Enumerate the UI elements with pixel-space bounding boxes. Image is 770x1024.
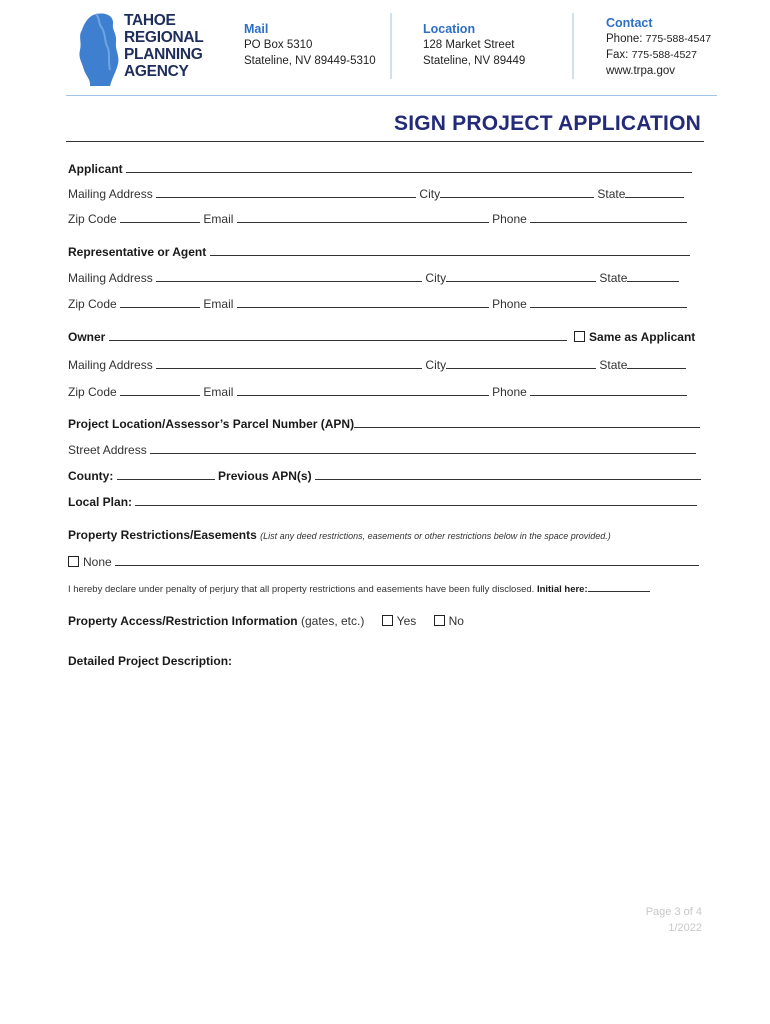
apn-field[interactable] — [354, 416, 700, 428]
local-plan-label: Local Plan: — [68, 495, 133, 509]
agency-logo — [76, 12, 124, 88]
page-title: SIGN PROJECT APPLICATION — [394, 112, 701, 135]
street-address-label: Street Address — [68, 443, 147, 457]
owner-label: Owner — [68, 330, 106, 344]
representative-contact-row — [68, 296, 687, 311]
city-label: City — [425, 358, 447, 372]
no-label: No — [448, 614, 464, 628]
header-rule — [66, 95, 717, 96]
description-label: Detailed Project Description: — [68, 654, 233, 668]
state-label: State — [599, 271, 628, 285]
location-line-1: 128 Market Street — [423, 39, 515, 51]
email-field[interactable] — [237, 384, 489, 396]
city-field[interactable] — [440, 186, 594, 198]
restrictions-note: (List any deed restrictions, easements or other restrictions below in the space provided.) — [260, 531, 611, 541]
local-plan-field[interactable] — [135, 494, 697, 506]
initial-here-label: Initial here: — [536, 584, 588, 595]
representative-row — [68, 244, 690, 259]
city-field[interactable] — [446, 357, 596, 369]
zip-code-field[interactable] — [120, 211, 200, 223]
mail-block — [244, 21, 376, 69]
website-link[interactable]: www.trpa.gov — [606, 65, 676, 77]
mailing-address-field[interactable] — [156, 357, 422, 369]
phone-label: Phone: — [606, 33, 643, 45]
title-rule — [66, 141, 704, 142]
org-line: PLANNING — [124, 46, 203, 63]
mailing-address-field[interactable] — [156, 270, 422, 282]
restrictions-label: Property Restrictions/Easements — [68, 528, 257, 542]
org-line: TAHOE — [124, 12, 176, 29]
org-line: REGIONAL — [124, 29, 204, 46]
zip-code-label: Zip Code — [68, 212, 117, 226]
yes-label: Yes — [396, 614, 417, 628]
project-location-row — [68, 416, 700, 431]
email-label: Email — [203, 212, 234, 226]
owner-field[interactable] — [109, 329, 567, 341]
email-field[interactable] — [237, 296, 489, 308]
zip-code-field[interactable] — [120, 384, 200, 396]
location-line-2: Stateline, NV 89449 — [423, 55, 526, 67]
location-heading: Location — [423, 22, 476, 36]
state-field[interactable] — [625, 186, 684, 198]
restrictions-field[interactable] — [115, 554, 699, 566]
applicant-field[interactable] — [126, 161, 692, 173]
none-checkbox[interactable] — [68, 556, 79, 567]
previous-apn-label: Previous APN(s) — [218, 469, 312, 483]
page-number: Page 3 of 4 — [645, 906, 702, 918]
access-no-checkbox[interactable] — [434, 615, 445, 626]
none-row — [68, 554, 699, 569]
state-field[interactable] — [627, 270, 679, 282]
agency-name — [124, 12, 203, 80]
none-label: None — [83, 555, 112, 569]
zip-code-label: Zip Code — [68, 385, 117, 399]
applicant-contact-row — [68, 211, 687, 226]
representative-label: Representative or Agent — [68, 245, 207, 259]
page-footer — [646, 904, 702, 936]
email-label: Email — [203, 385, 234, 399]
city-label: City — [419, 187, 441, 201]
restrictions-row — [68, 528, 611, 542]
previous-apn-field[interactable] — [315, 468, 701, 480]
owner-contact-row — [68, 384, 687, 399]
fax-number: 775-588-4527 — [631, 49, 697, 61]
state-label: State — [597, 187, 626, 201]
lake-tahoe-logo-icon — [76, 12, 124, 88]
city-label: City — [425, 271, 447, 285]
phone-label: Phone — [492, 297, 527, 311]
mail-heading: Mail — [244, 22, 269, 36]
city-field[interactable] — [446, 270, 596, 282]
mail-line-1: PO Box 5310 — [244, 39, 313, 51]
contact-block — [606, 15, 711, 79]
description-row — [68, 654, 232, 668]
representative-field[interactable] — [210, 244, 690, 256]
county-row — [68, 468, 701, 483]
same-as-applicant-label: Same as Applicant — [589, 330, 696, 344]
access-label: Property Access/Restriction Information — [68, 614, 298, 628]
applicant-row — [68, 161, 692, 176]
mailing-address-label: Mailing Address — [68, 358, 153, 372]
fax-label: Fax: — [606, 49, 629, 61]
contact-heading: Contact — [606, 16, 653, 30]
access-yes-checkbox[interactable] — [382, 615, 393, 626]
state-field[interactable] — [627, 357, 686, 369]
access-row — [68, 614, 464, 628]
phone-number: 775-588-4547 — [645, 33, 712, 45]
representative-address-row — [68, 270, 679, 285]
street-address-field[interactable] — [150, 442, 696, 454]
local-plan-row — [68, 494, 697, 509]
access-paren: (gates, etc.) — [300, 614, 365, 628]
owner-row — [68, 329, 695, 344]
same-as-applicant-checkbox[interactable] — [574, 331, 585, 342]
header-divider — [572, 13, 574, 79]
owner-address-row — [68, 357, 686, 372]
zip-code-label: Zip Code — [68, 297, 117, 311]
county-label: County: — [68, 469, 114, 483]
header-divider — [390, 13, 392, 79]
applicant-label: Applicant — [68, 162, 123, 176]
zip-code-field[interactable] — [120, 296, 200, 308]
location-block — [423, 21, 525, 69]
mailing-address-label: Mailing Address — [68, 271, 153, 285]
description-area[interactable] — [68, 676, 702, 886]
declaration-text: I hereby declare under penalty of perjury that all property restrictions and easements have been fully disclosed. — [68, 584, 535, 595]
phone-field[interactable] — [530, 384, 687, 396]
email-field[interactable] — [237, 211, 489, 223]
applicant-address-row — [68, 186, 684, 201]
mailing-address-field[interactable] — [156, 186, 416, 198]
mail-line-2: Stateline, NV 89449-5310 — [244, 55, 376, 67]
mailing-address-label: Mailing Address — [68, 187, 153, 201]
initial-field[interactable] — [588, 582, 650, 592]
street-address-row — [68, 442, 696, 457]
phone-label: Phone — [492, 212, 527, 226]
state-label: State — [599, 358, 628, 372]
phone-field[interactable] — [530, 211, 687, 223]
phone-field[interactable] — [530, 296, 687, 308]
phone-label: Phone — [492, 385, 527, 399]
project-location-label: Project Location/Assessor’s Parcel Number (APN) — [68, 417, 355, 431]
org-line: AGENCY — [124, 63, 189, 80]
revision-date: 1/2022 — [668, 922, 702, 934]
declaration-row — [68, 582, 650, 595]
county-field[interactable] — [117, 468, 215, 480]
email-label: Email — [203, 297, 234, 311]
